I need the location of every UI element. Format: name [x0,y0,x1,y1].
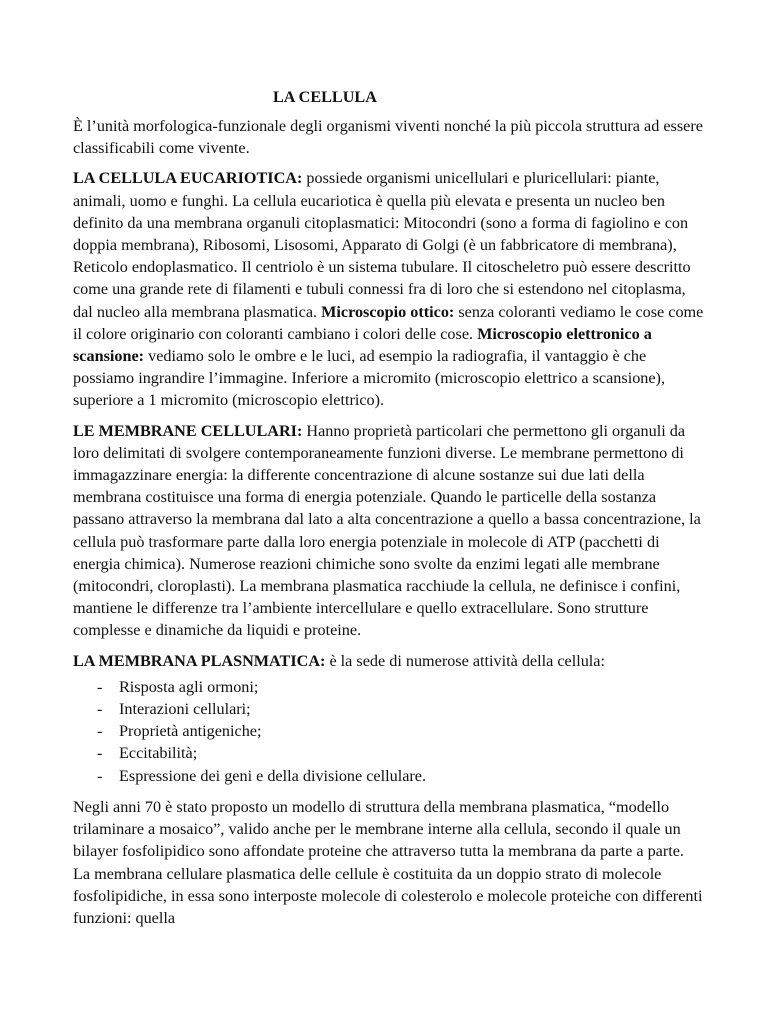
dash-bullet: - [97,766,103,785]
dash-bullet: - [97,700,103,719]
eucariotica-text-2: senza coloranti vediamo le cose come il colore originario con coloranti cambiano i colori delle cose. [73,302,704,343]
eucariotica-paragraph [73,167,705,411]
eucariotica-heading: LA CELLULA EUCARIOTICA: [73,169,303,188]
list-item: - Risposta agli ormoni; [73,676,705,698]
list-item: - Eccitabilità; [73,742,705,764]
membrane-text: Hanno proprietà particolari che permettono gli organuli da loro delimitati di svolgere contemporaneamente funzioni diverse. Le membrane permettono di immagazzinare energia: la differente concentrazione di alcune sostanze sui due lati della membrana costituisce una forma di energia potenziale. Quando le particelle della sostanza passano attraverso la membrana dal lato a alta concentrazione a quello a bassa concentrazione, la cellula può trasformare parte dalla loro energia potenziale in molecole di ATP (pacchetti di energia chimica). Numerose reazioni chimiche sono svolte da enzimi legati alle membrane (mitocondri, cloroplasti). La membrana plasmatica racchiude la cellula, ne definisce i confini, mantiene le differenze tra l’ambiente intercellulare e quello extracellulare. Sono strutture complesse e dinamiche da liquidi e proteine. [73,421,701,640]
microscopio-elettronico-label: Microscopio elettronico a scansione: [73,324,652,366]
eucariotica-text-3: vediamo solo le ombre e le luci, ad esempio la radiografia, il vantaggio è che possiamo ingrandire l’immagine. Inferiore a micromito (microscopio elettrico a scansione), superiore a 1 micromito (microscopio elettrico). [73,347,665,410]
plasmatica-heading: LA MEMBRANA PLASNMATICA: [73,651,326,670]
intro-paragraph: È l’unità morfologica-funzionale degli organismi viventi nonché la più piccola struttura ad essere classificabili come vivente. [73,117,703,158]
plasmatica-text: è la sede di numerose attività della cellula: [325,651,605,670]
dash-bullet: - [97,722,103,741]
dash-bullet: - [97,744,103,763]
list-item: - Proprietà antigeniche; [73,720,705,742]
dash-bullet: - [97,677,103,696]
activities-list [73,676,705,787]
membrane-heading: LE MEMBRANE CELLULARI: [73,421,303,440]
modello-paragraph: Negli anni 70 è stato proposto un modello di struttura della membrana plasmatica, “modello trilaminare a mosaico”, valido anche per le membrane interne alla cellula, secondo il quale un bilayer fosfolipidico sono affondate proteine che attraverso tutta la membrana da parte a parte. La membrana cellulare plasmatica delle cellule è costituita da un doppio strato di molecole fosfolipidiche, in essa sono interposte molecole di colesterolo e molecole proteiche con differenti funzioni: quella [73,797,703,927]
page-title: LA CELLULA [273,88,377,106]
list-item: - Interazioni cellulari; [73,698,705,720]
document-page [73,86,705,937]
plasmatica-paragraph [73,650,705,672]
list-item: - Espressione dei geni e della divisione cellulare. [73,765,705,787]
eucariotica-text-1: possiede organismi unicellulari e pluricellulari: piante, animali, uomo e funghi. La cellula eucariotica è quella più elevata e presenta un nucleo ben definito da una membrana organuli citoplasmatici: Mitocondri (sono a forma di fagiolino e con doppia membrana), Ribosomi, Lisosomi, Apparato di Golgi (è un fabbricatore di membrana), Reticolo endoplasmatico. Il centriolo è un sistema tubulare. Il citoscheletro può essere descritto come una grande rete di filamenti e tubuli connessi fra di loro che si estendono nel citoplasma, dal nucleo alla membrana plasmatica. [73,169,691,321]
microscopio-ottico-label: Microscopio ottico: [321,302,455,321]
membrane-paragraph [73,420,705,642]
